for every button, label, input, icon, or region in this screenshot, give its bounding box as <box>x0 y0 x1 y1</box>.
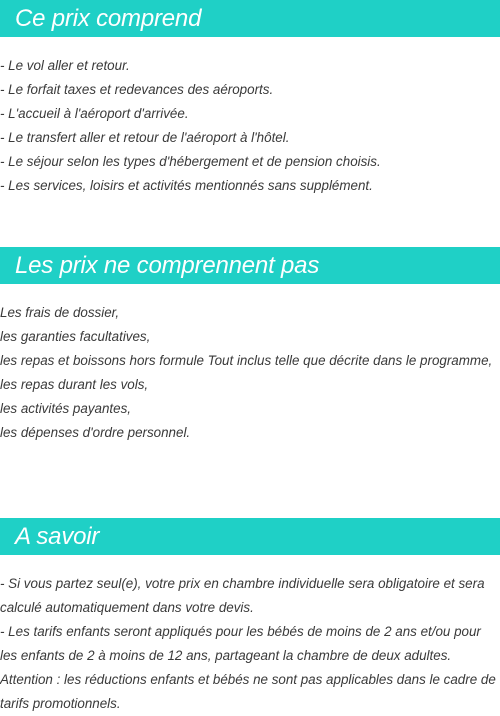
list-item: - Le forfait taxes et redevances des aéroports. <box>0 82 274 97</box>
list-item: - Les tarifs enfants seront appliqués pour les bébés de moins de 2 ans et/ou pour les enfants de 2 à moins de 12 ans, partageant la chambre de deux adultes. <box>0 624 481 663</box>
list-item: Les frais de dossier, <box>0 305 120 320</box>
list-item: - Le vol aller et retour. <box>0 58 130 73</box>
section-title: Ce prix comprend <box>15 4 202 32</box>
list-item: les activités payantes, <box>0 401 131 416</box>
list-item: - L'accueil à l'aéroport d'arrivée. <box>0 106 189 121</box>
list-item: - Le séjour selon les types d'hébergement et de pension choisis. <box>0 154 381 169</box>
list-item: - Si vous partez seul(e), votre prix en chambre individuelle sera obligatoire et sera calculé automatiquement dans votre devis. <box>0 576 485 615</box>
section-body-price-includes <box>0 54 500 198</box>
list-item: les repas et boissons hors formule Tout inclus telle que décrite dans le programme, <box>0 353 493 368</box>
section-body-price-excludes <box>0 301 500 445</box>
section-title: A savoir <box>15 522 100 550</box>
list-item: - Les services, loisirs et activités mentionnés sans supplément. <box>0 178 373 193</box>
list-item: les repas durant les vols, <box>0 377 149 392</box>
section-header-price-excludes <box>0 247 500 284</box>
list-item: les garanties facultatives, <box>0 329 151 344</box>
section-header-good-to-know <box>0 518 500 555</box>
section-body-good-to-know <box>0 572 500 716</box>
section-title: Les prix ne comprennent pas <box>15 251 320 279</box>
list-item: Attention : les réductions enfants et bébés ne sont pas applicables dans le cadre de tarifs promotionnels. <box>0 672 496 711</box>
section-header-price-includes <box>0 0 500 37</box>
list-item: - Le transfert aller et retour de l'aéroport à l'hôtel. <box>0 130 290 145</box>
list-item: les dépenses d'ordre personnel. <box>0 425 191 440</box>
